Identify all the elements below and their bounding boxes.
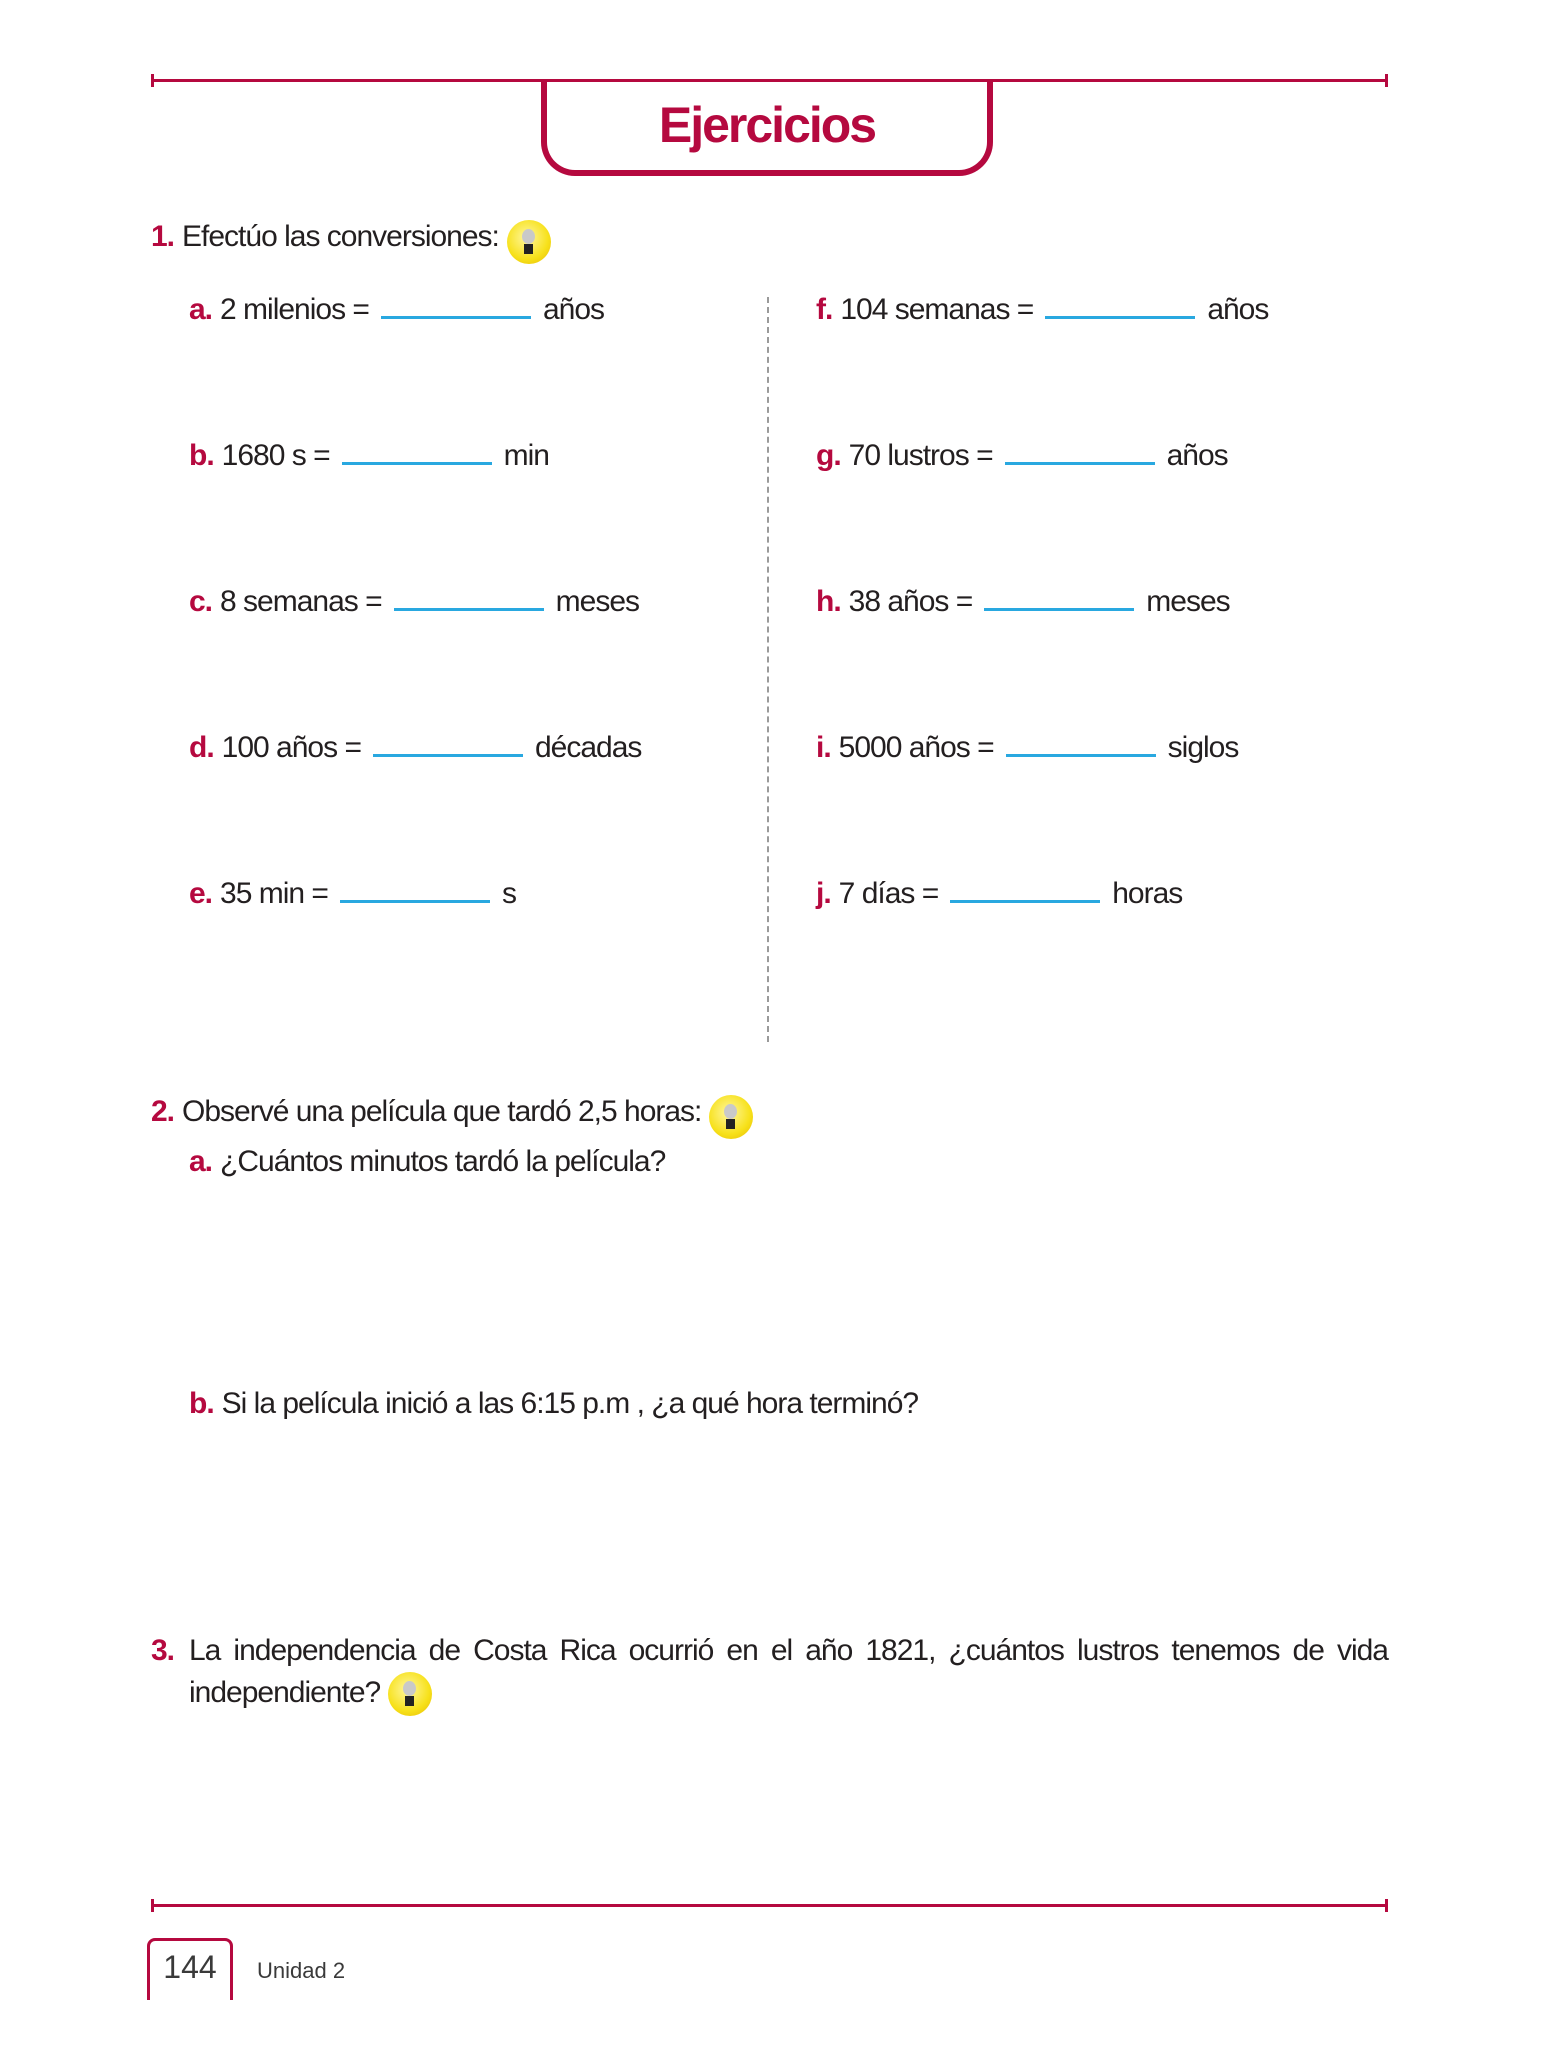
conversion-item <box>189 293 604 327</box>
answer-blank[interactable] <box>984 607 1134 611</box>
item-letter: g. <box>816 439 841 472</box>
question-1 <box>151 220 551 264</box>
item-letter: j. <box>816 877 831 910</box>
conversion-item <box>816 585 1230 619</box>
item-unit: meses <box>1146 585 1230 618</box>
section-header-tab <box>541 80 993 176</box>
conversion-item <box>189 439 549 473</box>
item-unit: años <box>1166 439 1228 472</box>
answer-blank[interactable] <box>342 461 492 465</box>
item-expression: 8 semanas = <box>220 585 382 618</box>
item-letter: f. <box>816 293 833 326</box>
item-expression: 104 semanas = <box>840 293 1034 326</box>
item-letter: a. <box>189 1145 213 1178</box>
item-letter: e. <box>189 877 213 910</box>
answer-blank[interactable] <box>373 753 523 757</box>
answer-blank[interactable] <box>394 607 544 611</box>
item-letter: a. <box>189 293 213 326</box>
item-expression: 7 días = <box>838 877 939 910</box>
lightbulb-icon <box>709 1095 753 1139</box>
item-expression: 5000 años = <box>838 731 994 764</box>
item-unit: décadas <box>534 731 642 764</box>
item-letter: c. <box>189 585 213 618</box>
question-prompt: Observé una película que tardó 2,5 horas: <box>182 1095 702 1128</box>
lightbulb-icon <box>388 1672 432 1716</box>
item-unit: horas <box>1112 877 1183 910</box>
page-number: 144 <box>163 1949 217 1985</box>
item-letter: h. <box>816 585 841 618</box>
item-unit: siglos <box>1167 731 1239 764</box>
conversion-item <box>816 439 1228 473</box>
item-expression: 35 min = <box>220 877 328 910</box>
item-letter: b. <box>189 1387 214 1420</box>
answer-blank[interactable] <box>1045 315 1195 319</box>
question-2b <box>189 1387 918 1421</box>
item-letter: i. <box>816 731 831 764</box>
question-3 <box>151 1630 1388 1716</box>
item-text: ¿Cuántos minutos tardó la película? <box>220 1145 666 1178</box>
item-unit: meses <box>555 585 639 618</box>
conversion-item <box>189 731 641 765</box>
item-expression: 100 años = <box>221 731 361 764</box>
item-expression: 1680 s = <box>221 439 330 472</box>
conversion-item <box>816 293 1268 327</box>
item-letter: d. <box>189 731 214 764</box>
answer-blank[interactable] <box>1006 753 1156 757</box>
question-number: 2. <box>151 1095 175 1128</box>
answer-blank[interactable] <box>381 315 531 319</box>
answer-blank[interactable] <box>950 899 1100 903</box>
item-unit: min <box>503 439 549 472</box>
item-letter: b. <box>189 439 214 472</box>
question-2 <box>151 1095 753 1139</box>
unit-label: Unidad 2 <box>257 1958 346 1983</box>
question-number: 3. <box>151 1634 175 1667</box>
answer-blank[interactable] <box>1005 461 1155 465</box>
conversion-item <box>816 877 1182 911</box>
item-unit: años <box>542 293 605 326</box>
item-text: Si la película inició a las 6:15 p.m , ¿a qué hora terminó? <box>221 1387 919 1420</box>
question-prompt: La independencia de Costa Rica ocurrió en el año 1821, ¿cuántos lustros tenemos de vida independiente? <box>189 1634 1388 1709</box>
answer-blank[interactable] <box>340 899 490 903</box>
question-2a <box>189 1145 665 1179</box>
item-unit: s <box>501 877 516 910</box>
question-number: 1. <box>151 220 175 253</box>
item-expression: 2 milenios = <box>220 293 369 326</box>
bottom-rule <box>151 1904 1388 1907</box>
question-prompt: Efectúo las conversiones: <box>182 220 499 253</box>
column-divider <box>767 297 769 1042</box>
item-expression: 70 lustros = <box>848 439 993 472</box>
page-title: Ejercicios <box>658 97 876 153</box>
lightbulb-icon <box>507 220 551 264</box>
conversion-item <box>816 731 1238 765</box>
conversion-item <box>189 877 516 911</box>
item-unit: años <box>1207 293 1269 326</box>
page-number-box <box>147 1938 233 2000</box>
item-expression: 38 años = <box>848 585 973 618</box>
conversion-item <box>189 585 639 619</box>
